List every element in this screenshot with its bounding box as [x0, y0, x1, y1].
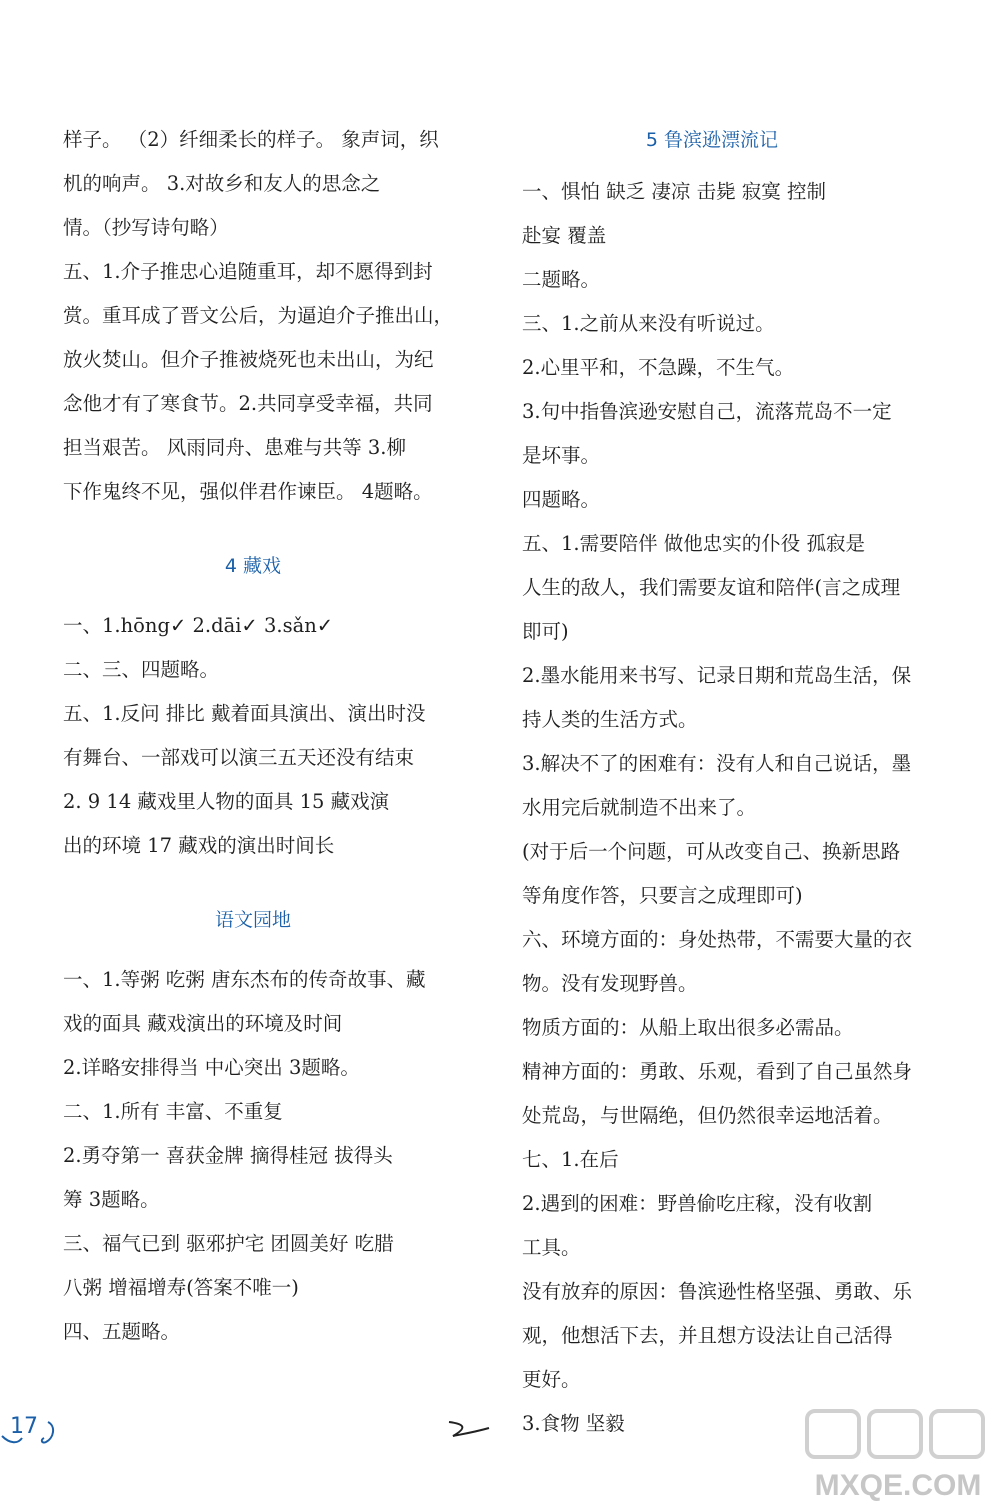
text-line: 样子。 （2）纤细柔长的样子。 象声词，织 [63, 128, 439, 151]
text-line: 2.遇到的困难：野兽偷吃庄稼，没有收割 [522, 1192, 873, 1215]
text-line: 2. 9 14 藏戏里人物的面具 15 藏戏演 [63, 790, 390, 813]
text-line: 五、1.介子推忠心追随重耳，却不愿得到封 [63, 260, 433, 283]
text-line: 三、福气已到 驱邪护宅 团圆美好 吃腊 [63, 1232, 394, 1255]
text-line: 一、1.hōng✓ 2.dāi✓ 3.sǎn✓ [63, 614, 334, 637]
left-block-1 [63, 118, 454, 514]
text-line: 处荒岛，与世隔绝，但仍然很幸运地活着。 [522, 1104, 893, 1127]
text-line: 情。（抄写诗句略） [63, 216, 229, 239]
text-line: 赴宴 覆盖 [522, 224, 607, 247]
text-line: 一、惧怕 缺乏 凄凉 击毙 寂寞 控制 [522, 180, 826, 203]
text-line: 念他才有了寒食节。2.共同享受幸福，共同 [63, 392, 433, 415]
text-line: 即可) [522, 620, 569, 643]
text-line: 3.解决不了的困难有：没有人和自己说话，墨 [522, 752, 912, 775]
text-line: 一、1.等粥 吃粥 唐东杰布的传奇故事、藏 [63, 968, 426, 991]
text-line: 四、五题略。 [63, 1320, 181, 1343]
section-heading: 4 藏戏 [224, 555, 282, 577]
text-line: 是坏事。 [522, 444, 601, 467]
section-heading: 5 鲁滨逊漂流记 [645, 129, 779, 151]
text-line: 精神方面的：勇敢、乐观，看到了自己虽然身 [522, 1060, 913, 1083]
left-column [63, 118, 454, 1354]
text-line: 3.句中指鲁滨逊安慰自己，流落荒岛不一定 [522, 400, 892, 423]
text-line: 持人类的生活方式。 [522, 708, 698, 731]
text-line: 水用完后就制造不出来了。 [522, 796, 757, 819]
text-line: 担当艰苦。 风雨同舟、患难与共等 3.柳 [63, 436, 407, 459]
text-line: 五、1.反问 排比 戴着面具演出、演出时没 [63, 702, 426, 725]
left-block-2 [63, 604, 443, 868]
text-line: 二题略。 [522, 268, 601, 291]
text-line: 更好。 [522, 1368, 581, 1391]
text-line: 观，他想活下去，并且想方设法让自己活得 [522, 1324, 893, 1347]
text-line: 2.勇夺第一 喜获金牌 摘得桂冠 拔得头 [63, 1144, 393, 1167]
text-line: 放火焚山。但介子推被烧死也未出山，为纪 [63, 348, 434, 371]
watermark-logo-icon [803, 1405, 993, 1505]
left-block-3 [63, 958, 443, 1354]
page-number: 17 [10, 1414, 38, 1439]
text-line: 五、1.需要陪伴 做他忠实的仆役 孤寂是 [522, 532, 866, 555]
right-column [522, 118, 913, 1446]
section-heading: 语文园地 [214, 909, 291, 931]
text-line: 筹 3题略。 [63, 1188, 160, 1211]
text-line: 等角度作答，只要言之成理即可) [522, 884, 803, 907]
text-line: 二、三、四题略。 [63, 658, 220, 681]
text-line: 三、1.之前从来没有听说过。 [522, 312, 775, 335]
text-line: 物。没有发现野兽。 [522, 972, 698, 995]
text-line: 赏。重耳成了晋文公后，为逼迫介子推出山， [63, 304, 454, 327]
text-line: 没有放弃的原因：鲁滨逊性格坚强、勇敢、乐 [522, 1280, 913, 1303]
text-line: (对于后一个问题，可从改变自己、换新思路 [522, 840, 901, 863]
pen-scribble-icon [445, 1418, 495, 1444]
text-line: 工具。 [522, 1236, 581, 1259]
text-line: 戏的面具 藏戏演出的环境及时间 [63, 1012, 343, 1035]
text-line: 下作鬼终不见，强似伴君作谏臣。 4题略。 [63, 480, 433, 503]
text-line: 出的环境 17 藏戏的演出时间长 [63, 834, 335, 857]
text-line: 2.心里平和，不急躁，不生气。 [522, 356, 795, 379]
text-line: 二、1.所有 丰富、不重复 [63, 1100, 283, 1123]
text-line: 物质方面的：从船上取出很多必需品。 [522, 1016, 854, 1039]
text-line: 2.详略安排得当 中心突出 3题略。 [63, 1056, 360, 1079]
right-block-1 [522, 170, 913, 1446]
svg-text:MXQE.COM: MXQE.COM [814, 1469, 982, 1502]
text-line: 有舞台、一部戏可以演三五天还没有结束 [63, 746, 415, 769]
text-line: 人生的敌人，我们需要友谊和陪伴(言之成理 [522, 576, 901, 599]
text-line: 机的响声。 3.对故乡和友人的思念之 [63, 172, 381, 195]
text-line: 2.墨水能用来书写、记录日期和荒岛生活，保 [522, 664, 912, 687]
text-line: 八粥 增福增寿(答案不唯一) [63, 1276, 299, 1299]
text-line: 六、环境方面的：身处热带，不需要大量的衣 [522, 928, 913, 951]
text-line: 3.食物 坚毅 [522, 1412, 625, 1435]
text-line: 七、1.在后 [522, 1148, 619, 1171]
text-line: 四题略。 [522, 488, 601, 511]
